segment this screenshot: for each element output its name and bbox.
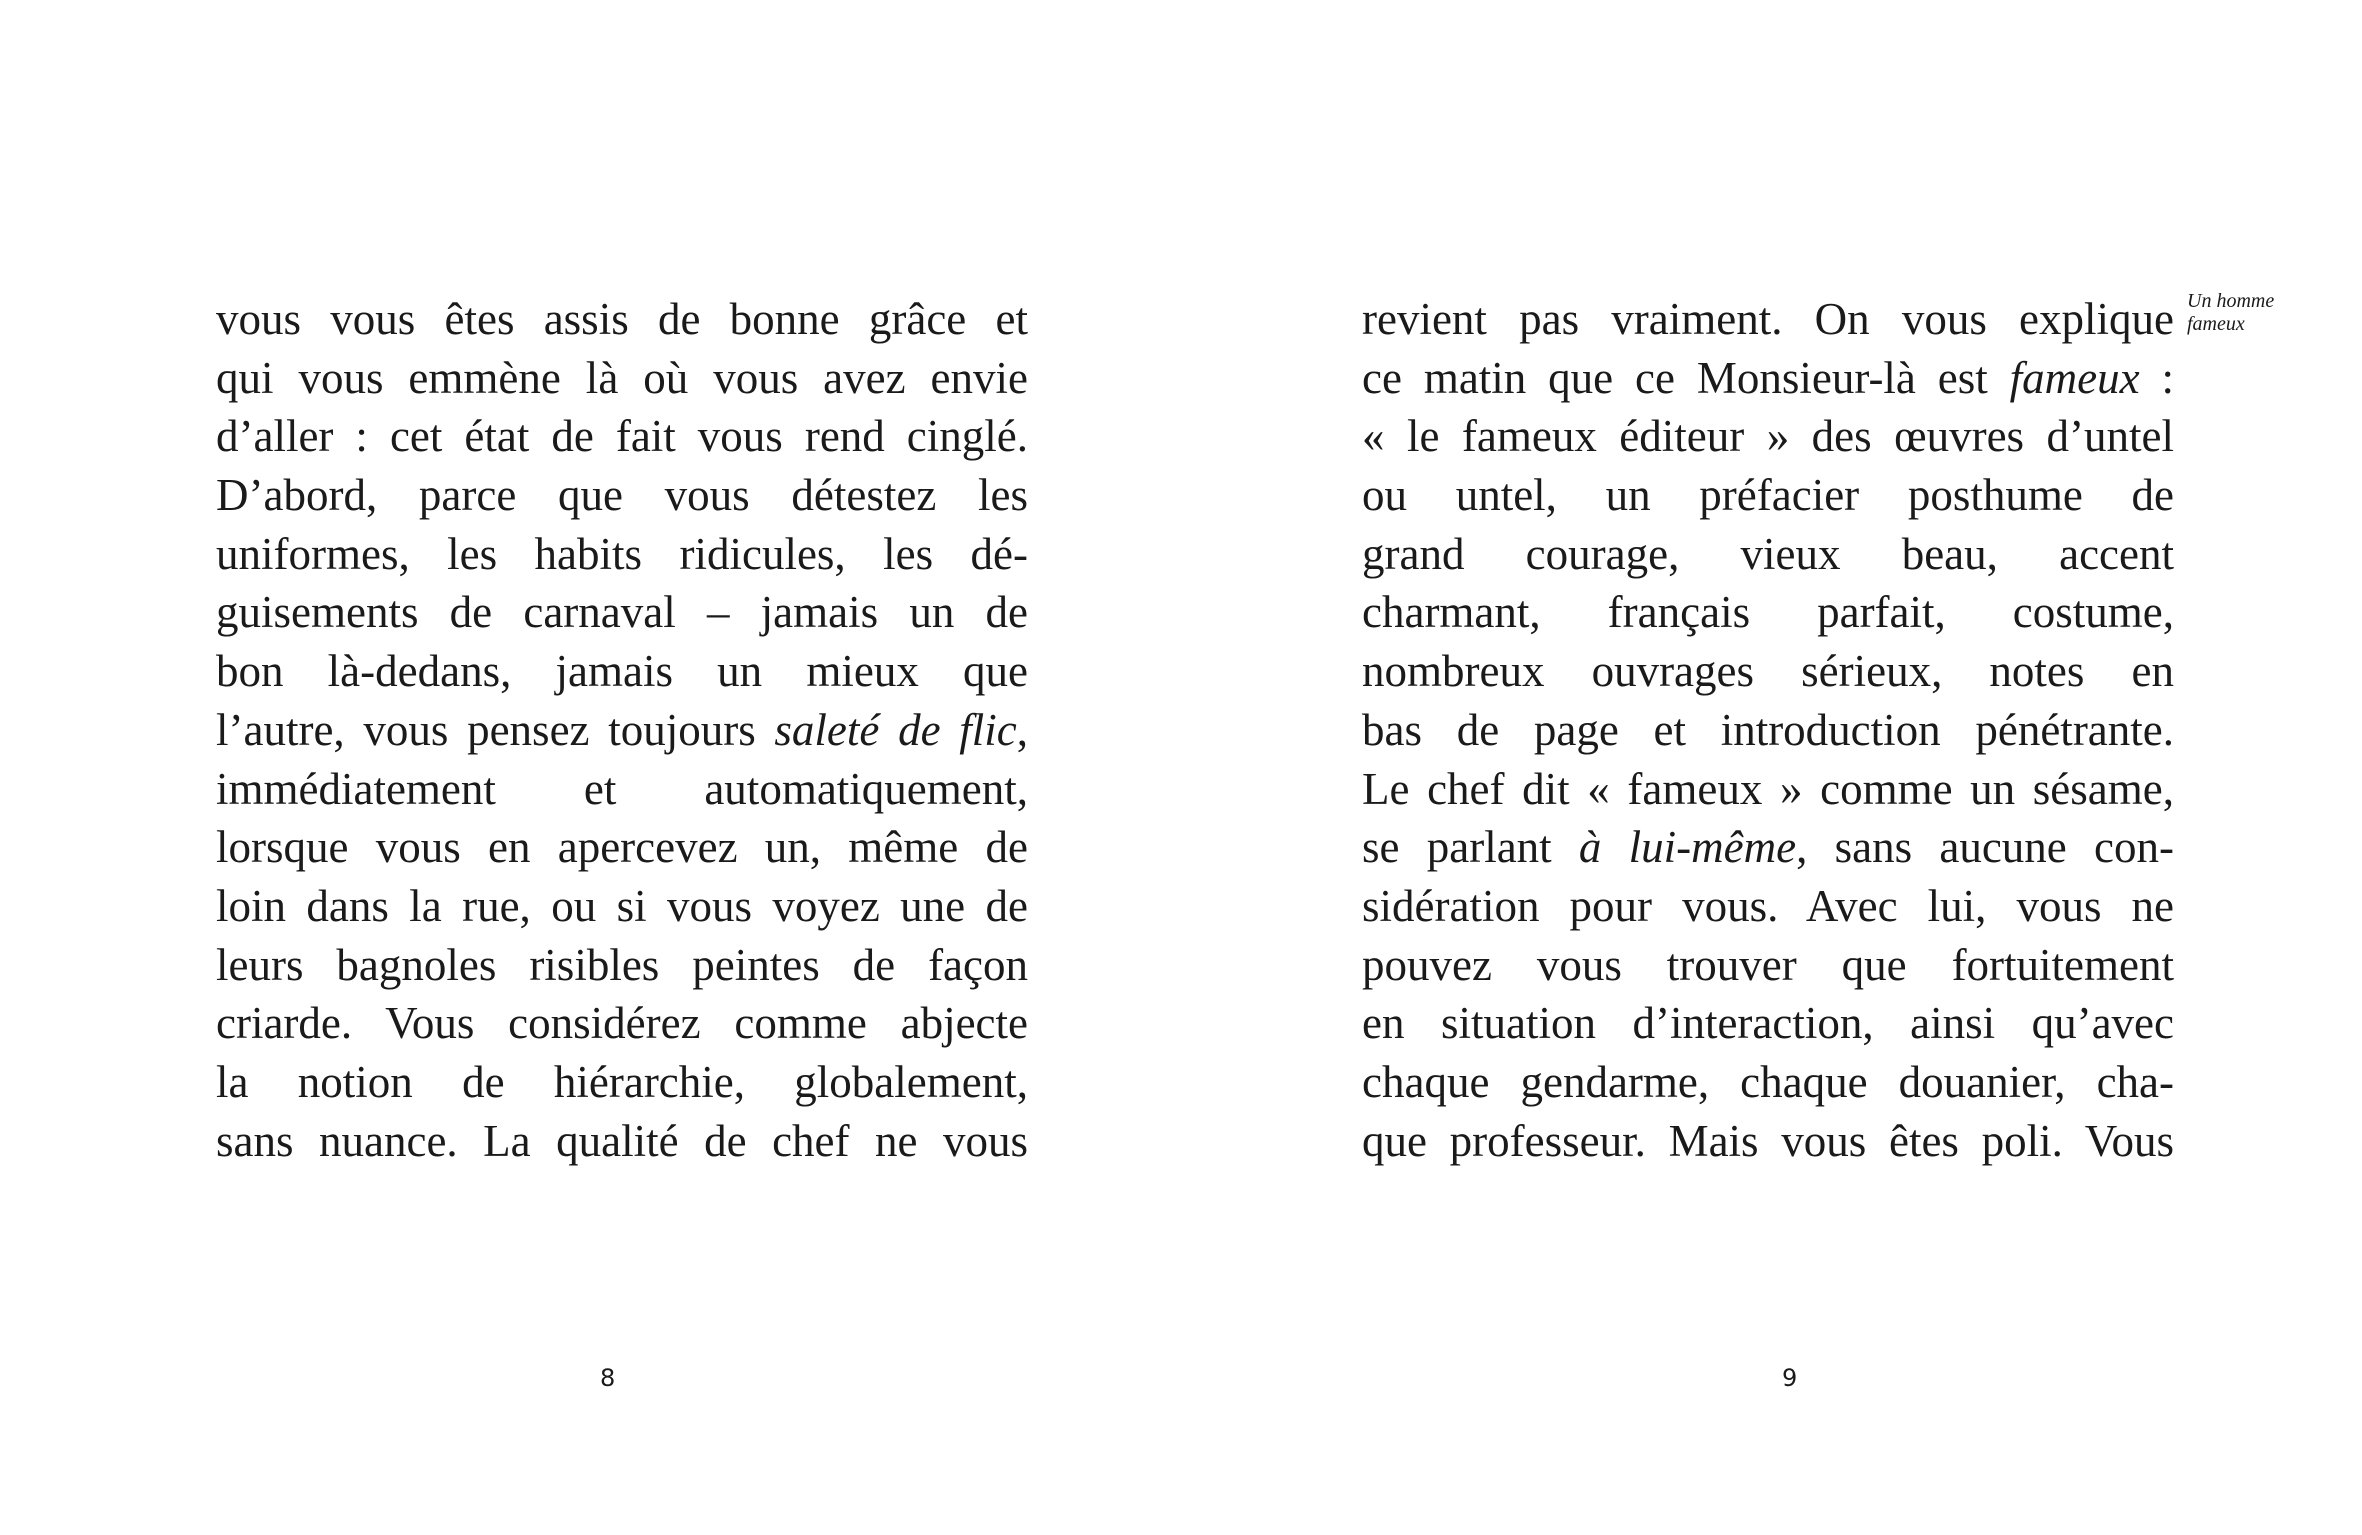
running-head-line: fameux [2187,313,2245,335]
text-line [1362,349,2174,408]
running-head-line: Un homme [2187,290,2275,312]
text-line: revient pas vraiment. On vous explique [1362,294,2174,344]
italic-phrase: à lui-même [1578,822,1797,873]
text-line: vous vous êtes assis de bonne grâce et [216,294,1028,344]
text-line: leurs bagnoles risibles peintes de façon [216,939,1028,990]
text-segment: ce matin que ce Monsieur-là est [1362,352,2010,403]
text-line: guisements de carnaval – jamais un de [216,587,1028,638]
text-segment: , [1016,704,1028,755]
text-line [1362,818,2174,877]
text-line: en situation d’interaction, ainsi qu’avec [1362,998,2174,1049]
left-page-body-text [216,290,1028,1170]
text-line: la notion de hiérarchie, globalement, [216,1056,1028,1107]
text-segment: l’autre, vous pensez toujours [216,704,775,755]
text-line: pouvez vous trouver que fortuitement [1362,939,2174,990]
text-line: D’abord, parce que vous détestez les [216,470,1028,521]
right-page [1181,0,2362,1535]
text-line [216,701,1028,760]
text-line: chaque gendarme, chaque douanier, cha- [1362,1056,2174,1107]
text-line: bon là-dedans, jamais un mieux que [216,646,1028,697]
text-line: qui vous emmène là où vous avez envie [216,352,1028,403]
text-segment: , sans aucune con- [1796,822,2174,873]
text-line: uniformes, les habits ridicules, les dé- [216,528,1028,579]
page-number: 9 [1782,1364,1799,1392]
text-line: « le fameux éditeur » des œuvres d’untel [1362,411,2174,462]
text-line: d’aller : cet état de fait vous rend cinglé. [216,411,1028,462]
text-line: bas de page et introduction pénétrante. [1362,704,2174,755]
text-segment: se parlant [1362,822,1579,873]
text-line: sans nuance. La qualité de chef ne vous [216,1115,1028,1166]
text-line: grand courage, vieux beau, accent [1362,528,2174,579]
running-head [2187,290,2307,336]
page-number: 8 [600,1364,617,1392]
text-line: ou untel, un préfacier posthume de [1362,470,2174,521]
text-segment: : [2139,352,2174,403]
text-line: lorsque vous en apercevez un, même de [216,822,1028,873]
text-line: criarde. Vous considérez comme abjecte [216,998,1028,1049]
text-line: sidération pour vous. Avec lui, vous ne [1362,880,2174,931]
right-page-body-text [1362,290,2174,1170]
italic-phrase: saleté de flic [774,704,1017,755]
text-line: immédiatement et automatiquement, [216,763,1028,814]
text-line: loin dans la rue, ou si vous voyez une de [216,880,1028,931]
italic-phrase: fameux [2009,352,2140,403]
text-line: nombreux ouvrages sérieux, notes en [1362,646,2174,697]
text-line: Le chef dit « fameux » comme un sésame, [1362,763,2174,814]
text-line: que professeur. Mais vous êtes poli. Vous [1362,1115,2174,1166]
text-line: charmant, français parfait, costume, [1362,587,2174,638]
